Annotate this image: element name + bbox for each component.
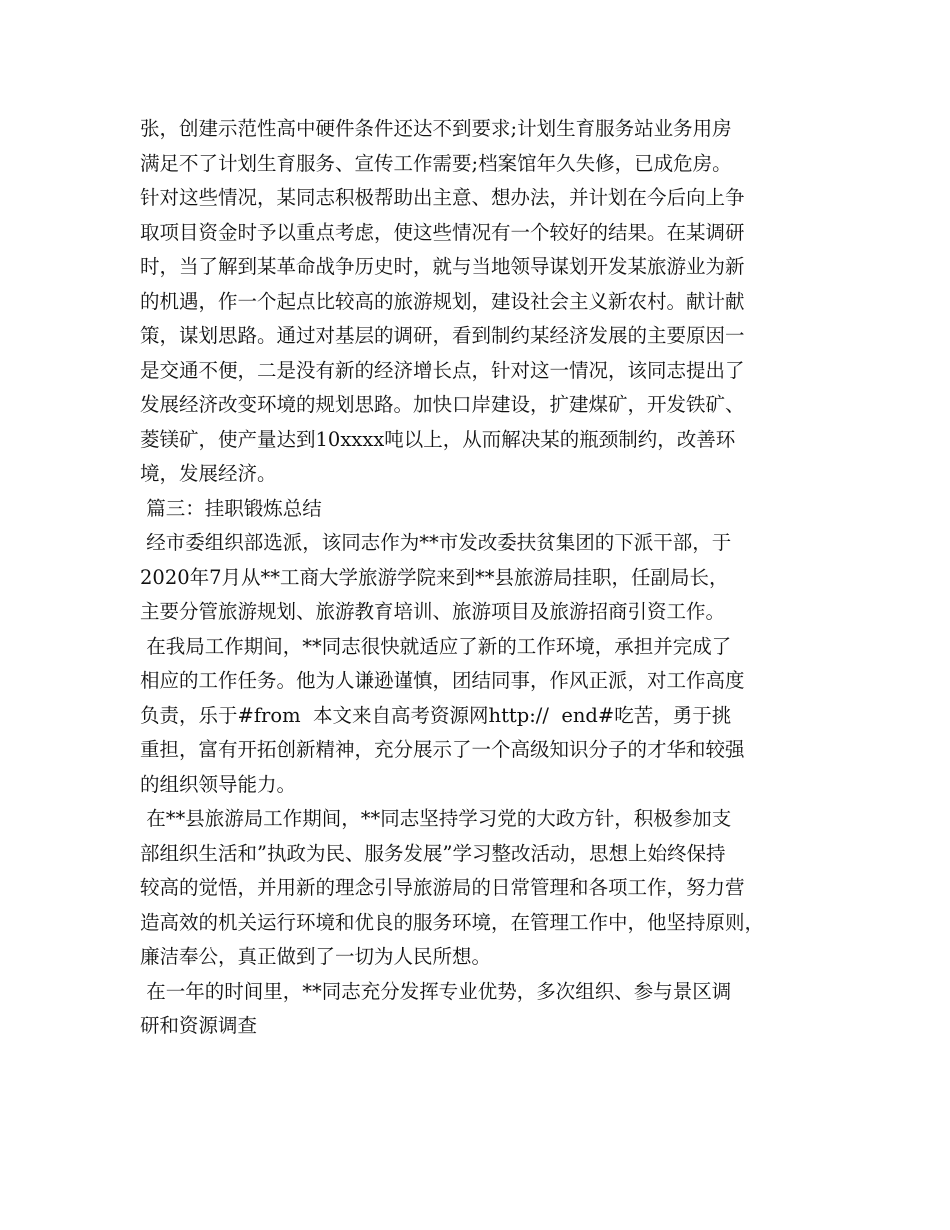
text-line: 廉洁奉公，真正做到了一切为人民所想。 — [140, 945, 492, 968]
text-line: 菱镁矿，使产量达到10xxxx吨以上，从而解决某的瓶颈制约，改善环 — [140, 427, 736, 451]
text-line: 是交通不便，二是没有新的经济增长点，针对这一情况，该同志提出了 — [140, 358, 745, 382]
text-line: 的机遇，作一个起点比较高的旅游规划，建设社会主义新农村。献计献 — [140, 289, 745, 313]
text-line: 研和资源调查 — [140, 1014, 258, 1037]
document-body — [140, 112, 830, 1044]
text-line: 境，发展经济。 — [140, 462, 277, 485]
text-line: 取项目资金时予以重点考虑，使这些情况有一个较好的结果。在某调研 — [140, 220, 745, 244]
text-line: 在一年的时间里，**同志充分发挥专业优势，多次组织、参与景区调 — [140, 979, 732, 1003]
text-line: 的组织领导能力。 — [140, 772, 297, 796]
text-line: 张，创建示范性高中硬件条件还达不到要求;计划生育服务站业务用房 — [140, 117, 732, 140]
text-line: 重担，富有开拓创新精神，充分展示了一个高级知识分子的才华和较强 — [140, 738, 745, 761]
text-line: 在我局工作期间，**同志很快就适应了新的工作环境，承担并完成了 — [140, 634, 732, 658]
text-line: 相应的工作任务。他为人谦逊谨慎，团结同事，作风正派，对工作高度 — [140, 669, 745, 692]
text-line: 满足不了计划生育服务、宣传工作需要;档案馆年久失修，已成危房。 — [140, 151, 732, 175]
text-line: 针对这些情况，某同志积极帮助出主意、想办法，并计划在今后向上争 — [140, 186, 745, 209]
text-line: 负责，乐于#from 本文来自高考资源网http:// end#吃苦，勇于挑 — [140, 703, 732, 727]
text-line: 经市委组织部选派，该同志作为**市发改委扶贫集团的下派干部，于 — [140, 531, 732, 554]
text-line: 发展经济改变环境的规划思路。加快口岸建设，扩建煤矿，开发铁矿、 — [140, 393, 745, 416]
text-line: 造高效的机关运行环境和优良的服务环境，在管理工作中，他坚持原则， — [140, 910, 765, 934]
text-line: 较高的觉悟，并用新的理念引导旅游局的日常管理和各项工作，努力营 — [140, 876, 745, 899]
text-line: 主要分管旅游规划、旅游教育培训、旅游项目及旅游招商引资工作。 — [140, 600, 726, 623]
text-line: 在**县旅游局工作期间，**同志坚持学习党的大政方针，积极参加支 — [140, 807, 732, 830]
text-line: 部组织生活和”执政为民、服务发展”学习整改活动，思想上始终保持 — [140, 841, 726, 865]
text-line: 2020年7月从**工商大学旅游学院来到**县旅游局挂职，任副局长， — [140, 565, 729, 589]
text-line: 时，当了解到某革命战争历史时，就与当地领导谋划开发某旅游业为新 — [140, 255, 745, 278]
text-line: 策，谋划思路。通过对基层的调研，看到制约某经济发展的主要原因一 — [140, 324, 745, 347]
section-heading: 篇三：挂职锻炼总结 — [140, 496, 322, 520]
